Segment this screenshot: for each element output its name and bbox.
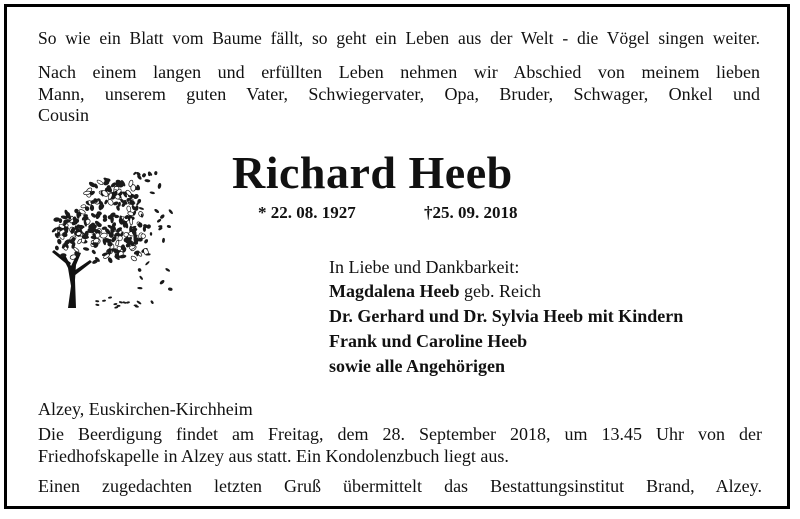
quote-line: So wie ein Blatt vom Baume fällt, so geht ein Leben aus der Welt - die Vögel singen weiter. xyxy=(38,28,760,48)
mourner-line-4: sowie alle Angehörigen xyxy=(329,356,505,376)
funeral-line-2: Friedhofskapelle in Alzey aus statt. Ein Kondolenzbuch liegt aus. xyxy=(38,446,509,466)
mourner-line-3: Frank und Caroline Heeb xyxy=(329,331,528,351)
intro-line-1: Nach einem langen und erfüllten Leben nehmen wir Abschied von meinem lieben xyxy=(38,62,760,82)
place-line: Alzey, Euskirchen-Kirchheim xyxy=(38,399,253,419)
wind-blown-tree-icon xyxy=(38,168,173,316)
birth-date: * 22. 08. 1927 xyxy=(258,203,356,222)
deceased-name: Richard Heeb xyxy=(232,147,513,198)
wife-name: Magdalena Heeb xyxy=(329,281,460,301)
final-greeting-line: Einen zugedachten letzten Gruß übermittelt das Bestattungsinstitut Brand, Alzey. xyxy=(38,476,762,496)
intro-line-3: Cousin xyxy=(38,105,90,125)
death-date: †25. 09. 2018 xyxy=(424,203,518,222)
mourner-line-2: Dr. Gerhard und Dr. Sylvia Heeb mit Kindern xyxy=(329,306,684,326)
wife-maiden-name: geb. Reich xyxy=(459,281,541,301)
mourner-line-1 xyxy=(329,281,541,302)
mourners-heading: In Liebe und Dankbarkeit: xyxy=(329,257,520,277)
funeral-line-1: Die Beerdigung findet am Freitag, dem 28. September 2018, um 13.45 Uhr von der xyxy=(38,424,762,444)
intro-line-2: Mann, unserem guten Vater, Schwiegervater, Opa, Bruder, Schwager, Onkel und xyxy=(38,84,760,104)
